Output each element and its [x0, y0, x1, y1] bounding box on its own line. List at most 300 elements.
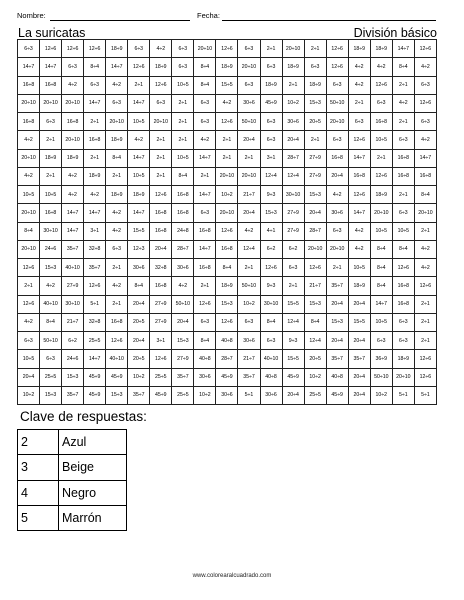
- grid-cell[interactable]: 20÷4: [348, 332, 370, 350]
- grid-cell[interactable]: 2÷1: [414, 295, 436, 313]
- grid-cell[interactable]: 8÷4: [260, 313, 282, 331]
- grid-cell[interactable]: 12÷6: [348, 186, 370, 204]
- grid-cell[interactable]: 4÷2: [238, 222, 260, 240]
- grid-cell[interactable]: 6÷3: [282, 259, 304, 277]
- grid-cell[interactable]: 2÷1: [18, 277, 40, 295]
- grid-cell[interactable]: 20÷10: [18, 94, 40, 112]
- grid-cell[interactable]: 14÷7: [128, 149, 150, 167]
- grid-cell[interactable]: 4÷2: [392, 94, 414, 112]
- grid-cell[interactable]: 14÷7: [128, 94, 150, 112]
- grid-cell[interactable]: 12÷6: [414, 94, 436, 112]
- grid-cell[interactable]: 14÷7: [84, 94, 106, 112]
- grid-cell[interactable]: 20÷10: [62, 94, 84, 112]
- grid-cell[interactable]: 21÷7: [238, 350, 260, 368]
- grid-cell[interactable]: 40÷8: [326, 368, 348, 386]
- grid-cell[interactable]: 25÷5: [304, 386, 326, 404]
- grid-cell[interactable]: 20÷10: [282, 40, 304, 58]
- grid-cell[interactable]: 2÷1: [414, 332, 436, 350]
- grid-cell[interactable]: 12÷6: [260, 259, 282, 277]
- grid-cell[interactable]: 20÷10: [194, 40, 216, 58]
- grid-cell[interactable]: 15÷3: [106, 386, 128, 404]
- grid-cell[interactable]: 6÷3: [260, 113, 282, 131]
- grid-cell[interactable]: 2÷1: [304, 131, 326, 149]
- grid-cell[interactable]: 2÷1: [40, 167, 62, 185]
- grid-cell[interactable]: 20÷10: [216, 204, 238, 222]
- grid-cell[interactable]: 45÷9: [84, 386, 106, 404]
- grid-cell[interactable]: 4÷2: [62, 167, 84, 185]
- grid-cell[interactable]: 2÷1: [392, 186, 414, 204]
- grid-cell[interactable]: 14÷7: [84, 350, 106, 368]
- grid-cell[interactable]: 15÷3: [304, 94, 326, 112]
- grid-cell[interactable]: 35÷7: [128, 386, 150, 404]
- grid-cell[interactable]: 20÷10: [238, 167, 260, 185]
- grid-cell[interactable]: 9÷3: [260, 277, 282, 295]
- grid-cell[interactable]: 4÷2: [40, 277, 62, 295]
- grid-cell[interactable]: 18÷9: [260, 76, 282, 94]
- grid-cell[interactable]: 15÷3: [216, 295, 238, 313]
- grid-cell[interactable]: 2÷1: [172, 131, 194, 149]
- grid-cell[interactable]: 20÷10: [62, 131, 84, 149]
- grid-cell[interactable]: 18÷9: [348, 277, 370, 295]
- grid-cell[interactable]: 18÷9: [128, 186, 150, 204]
- grid-cell[interactable]: 20÷4: [172, 313, 194, 331]
- grid-cell[interactable]: 2÷1: [304, 40, 326, 58]
- grid-cell[interactable]: 8÷4: [370, 240, 392, 258]
- grid-cell[interactable]: 6÷3: [238, 40, 260, 58]
- grid-cell[interactable]: 18÷9: [106, 40, 128, 58]
- grid-cell[interactable]: 12÷6: [150, 76, 172, 94]
- grid-cell[interactable]: 14÷7: [414, 149, 436, 167]
- grid-cell[interactable]: 10÷2: [304, 368, 326, 386]
- grid-cell[interactable]: 30÷10: [282, 186, 304, 204]
- grid-cell[interactable]: 2÷1: [348, 94, 370, 112]
- grid-cell[interactable]: 27÷9: [150, 295, 172, 313]
- grid-cell[interactable]: 35÷7: [326, 277, 348, 295]
- grid-cell[interactable]: 40÷10: [62, 259, 84, 277]
- grid-cell[interactable]: 14÷7: [106, 58, 128, 76]
- grid-cell[interactable]: 8÷4: [392, 58, 414, 76]
- grid-cell[interactable]: 20÷10: [150, 113, 172, 131]
- grid-cell[interactable]: 6÷3: [392, 204, 414, 222]
- grid-cell[interactable]: 12÷6: [128, 58, 150, 76]
- grid-cell[interactable]: 9÷3: [282, 332, 304, 350]
- grid-cell[interactable]: 16÷8: [392, 277, 414, 295]
- grid-cell[interactable]: 4÷2: [414, 131, 436, 149]
- grid-cell[interactable]: 45÷9: [282, 368, 304, 386]
- grid-cell[interactable]: 2÷1: [414, 222, 436, 240]
- grid-cell[interactable]: 20÷10: [106, 113, 128, 131]
- grid-cell[interactable]: 15÷3: [40, 259, 62, 277]
- grid-cell[interactable]: 32÷8: [84, 313, 106, 331]
- grid-cell[interactable]: 16÷8: [392, 149, 414, 167]
- grid-cell[interactable]: 12÷6: [216, 113, 238, 131]
- grid-cell[interactable]: 12÷4: [304, 332, 326, 350]
- grid-cell[interactable]: 12÷6: [370, 167, 392, 185]
- grid-cell[interactable]: 10÷5: [348, 259, 370, 277]
- grid-cell[interactable]: 12÷6: [370, 76, 392, 94]
- grid-cell[interactable]: 27÷9: [62, 277, 84, 295]
- grid-cell[interactable]: 20÷4: [128, 295, 150, 313]
- grid-cell[interactable]: 6÷3: [370, 332, 392, 350]
- grid-cell[interactable]: 3÷1: [150, 332, 172, 350]
- grid-cell[interactable]: 24÷6: [62, 350, 84, 368]
- grid-cell[interactable]: 14÷7: [40, 58, 62, 76]
- grid-cell[interactable]: 12÷6: [414, 277, 436, 295]
- grid-cell[interactable]: 4÷2: [106, 204, 128, 222]
- grid-cell[interactable]: 36÷9: [370, 350, 392, 368]
- grid-cell[interactable]: 20÷10: [370, 204, 392, 222]
- grid-cell[interactable]: 16÷8: [414, 167, 436, 185]
- grid-cell[interactable]: 4÷2: [106, 277, 128, 295]
- grid-cell[interactable]: 2÷1: [84, 149, 106, 167]
- grid-cell[interactable]: 8÷4: [304, 313, 326, 331]
- grid-cell[interactable]: 30÷6: [216, 386, 238, 404]
- grid-cell[interactable]: 2÷1: [150, 149, 172, 167]
- grid-cell[interactable]: 8÷4: [172, 167, 194, 185]
- grid-cell[interactable]: 10÷5: [172, 149, 194, 167]
- grid-cell[interactable]: 15÷5: [348, 313, 370, 331]
- grid-cell[interactable]: 20÷4: [348, 295, 370, 313]
- grid-cell[interactable]: 8÷4: [194, 58, 216, 76]
- grid-cell[interactable]: 28÷7: [216, 350, 238, 368]
- grid-cell[interactable]: 14÷7: [348, 204, 370, 222]
- grid-cell[interactable]: 50÷10: [238, 277, 260, 295]
- grid-cell[interactable]: 10÷2: [282, 94, 304, 112]
- grid-cell[interactable]: 25÷5: [150, 368, 172, 386]
- grid-cell[interactable]: 6÷3: [304, 58, 326, 76]
- grid-cell[interactable]: 2÷1: [326, 259, 348, 277]
- grid-cell[interactable]: 3÷1: [260, 149, 282, 167]
- grid-cell[interactable]: 14÷7: [128, 204, 150, 222]
- grid-cell[interactable]: 12÷6: [414, 40, 436, 58]
- grid-cell[interactable]: 8÷4: [392, 240, 414, 258]
- grid-cell[interactable]: 45÷9: [106, 368, 128, 386]
- grid-cell[interactable]: 6÷2: [260, 240, 282, 258]
- grid-cell[interactable]: 18÷9: [304, 76, 326, 94]
- grid-cell[interactable]: 6÷3: [172, 40, 194, 58]
- grid-cell[interactable]: 18÷9: [216, 277, 238, 295]
- grid-cell[interactable]: 2÷1: [392, 76, 414, 94]
- grid-cell[interactable]: 4÷2: [172, 277, 194, 295]
- grid-cell[interactable]: 18÷9: [62, 149, 84, 167]
- grid-cell[interactable]: 40÷10: [40, 295, 62, 313]
- grid-cell[interactable]: 30÷6: [326, 204, 348, 222]
- grid-cell[interactable]: 12÷6: [18, 259, 40, 277]
- grid-cell[interactable]: 30÷10: [260, 295, 282, 313]
- grid-cell[interactable]: 2÷1: [194, 277, 216, 295]
- grid-cell[interactable]: 35÷7: [238, 368, 260, 386]
- grid-cell[interactable]: 4÷2: [414, 58, 436, 76]
- grid-cell[interactable]: 16÷8: [40, 76, 62, 94]
- grid-cell[interactable]: 4÷2: [18, 167, 40, 185]
- grid-cell[interactable]: 20÷4: [238, 204, 260, 222]
- grid-cell[interactable]: 2÷1: [128, 76, 150, 94]
- grid-cell[interactable]: 10÷5: [370, 313, 392, 331]
- grid-cell[interactable]: 30÷10: [62, 295, 84, 313]
- grid-cell[interactable]: 2÷1: [216, 149, 238, 167]
- grid-cell[interactable]: 20÷4: [128, 332, 150, 350]
- grid-cell[interactable]: 8÷4: [128, 277, 150, 295]
- grid-cell[interactable]: 4÷2: [194, 131, 216, 149]
- grid-cell[interactable]: 27÷9: [304, 149, 326, 167]
- grid-cell[interactable]: 4÷2: [348, 222, 370, 240]
- grid-cell[interactable]: 12÷4: [238, 240, 260, 258]
- grid-cell[interactable]: 21÷7: [62, 313, 84, 331]
- grid-cell[interactable]: 12÷6: [414, 368, 436, 386]
- grid-cell[interactable]: 18÷9: [348, 40, 370, 58]
- grid-cell[interactable]: 6÷3: [40, 350, 62, 368]
- grid-cell[interactable]: 14÷7: [194, 240, 216, 258]
- grid-cell[interactable]: 16÷8: [84, 131, 106, 149]
- grid-cell[interactable]: 16÷8: [106, 313, 128, 331]
- grid-cell[interactable]: 21÷7: [238, 186, 260, 204]
- grid-cell[interactable]: 6÷3: [194, 113, 216, 131]
- grid-cell[interactable]: 6÷3: [172, 58, 194, 76]
- grid-cell[interactable]: 14÷7: [194, 186, 216, 204]
- grid-cell[interactable]: 15÷3: [304, 295, 326, 313]
- grid-cell[interactable]: 30÷6: [172, 259, 194, 277]
- grid-cell[interactable]: 16÷8: [18, 76, 40, 94]
- grid-cell[interactable]: 12÷6: [216, 40, 238, 58]
- grid-cell[interactable]: 20÷10: [40, 94, 62, 112]
- grid-cell[interactable]: 8÷4: [414, 186, 436, 204]
- grid-cell[interactable]: 30÷6: [260, 386, 282, 404]
- grid-cell[interactable]: 18÷9: [84, 167, 106, 185]
- grid-cell[interactable]: 6÷3: [348, 113, 370, 131]
- grid-cell[interactable]: 14÷7: [348, 149, 370, 167]
- grid-cell[interactable]: 16÷8: [18, 113, 40, 131]
- grid-cell[interactable]: 25÷5: [84, 332, 106, 350]
- grid-cell[interactable]: 10÷2: [194, 386, 216, 404]
- grid-cell[interactable]: 20÷4: [150, 240, 172, 258]
- grid-cell[interactable]: 2÷1: [216, 131, 238, 149]
- grid-cell[interactable]: 6÷3: [106, 94, 128, 112]
- grid-cell[interactable]: 6÷3: [18, 332, 40, 350]
- grid-cell[interactable]: 20÷4: [326, 332, 348, 350]
- grid-cell[interactable]: 10÷5: [370, 131, 392, 149]
- grid-cell[interactable]: 2÷1: [414, 313, 436, 331]
- grid-cell[interactable]: 18÷9: [216, 58, 238, 76]
- grid-cell[interactable]: 2÷1: [260, 40, 282, 58]
- grid-cell[interactable]: 4÷2: [18, 131, 40, 149]
- grid-cell[interactable]: 12÷4: [282, 313, 304, 331]
- grid-cell[interactable]: 2÷1: [150, 131, 172, 149]
- grid-cell[interactable]: 50÷10: [326, 94, 348, 112]
- grid-cell[interactable]: 35÷7: [172, 368, 194, 386]
- grid-cell[interactable]: 40÷10: [260, 350, 282, 368]
- grid-cell[interactable]: 6÷3: [414, 76, 436, 94]
- grid-cell[interactable]: 20÷10: [216, 167, 238, 185]
- grid-cell[interactable]: 5÷1: [238, 386, 260, 404]
- grid-cell[interactable]: 20÷10: [326, 113, 348, 131]
- grid-cell[interactable]: 10÷5: [40, 186, 62, 204]
- grid-cell[interactable]: 30÷6: [194, 368, 216, 386]
- grid-cell[interactable]: 6÷3: [326, 222, 348, 240]
- grid-cell[interactable]: 5÷1: [84, 295, 106, 313]
- grid-cell[interactable]: 4÷2: [326, 186, 348, 204]
- grid-cell[interactable]: 15÷5: [128, 222, 150, 240]
- grid-cell[interactable]: 6÷3: [40, 113, 62, 131]
- grid-cell[interactable]: 15÷5: [282, 350, 304, 368]
- grid-cell[interactable]: 20÷4: [238, 131, 260, 149]
- grid-cell[interactable]: 16÷8: [370, 113, 392, 131]
- grid-cell[interactable]: 40÷10: [106, 350, 128, 368]
- grid-cell[interactable]: 2÷1: [150, 167, 172, 185]
- grid-cell[interactable]: 40÷8: [260, 368, 282, 386]
- grid-cell[interactable]: 16÷8: [194, 259, 216, 277]
- grid-cell[interactable]: 20÷10: [238, 58, 260, 76]
- grid-cell[interactable]: 16÷8: [326, 149, 348, 167]
- grid-cell[interactable]: 16÷8: [172, 186, 194, 204]
- grid-cell[interactable]: 18÷9: [370, 186, 392, 204]
- grid-cell[interactable]: 35÷7: [62, 240, 84, 258]
- grid-cell[interactable]: 25÷5: [40, 368, 62, 386]
- grid-cell[interactable]: 12÷6: [194, 295, 216, 313]
- grid-cell[interactable]: 9÷3: [260, 186, 282, 204]
- grid-cell[interactable]: 30÷6: [128, 259, 150, 277]
- grid-cell[interactable]: 25÷5: [172, 386, 194, 404]
- grid-cell[interactable]: 45÷9: [84, 368, 106, 386]
- grid-cell[interactable]: 6÷2: [62, 332, 84, 350]
- grid-cell[interactable]: 8÷4: [194, 332, 216, 350]
- grid-cell[interactable]: 4÷2: [62, 76, 84, 94]
- grid-cell[interactable]: 10÷2: [128, 368, 150, 386]
- grid-cell[interactable]: 4÷2: [150, 40, 172, 58]
- grid-cell[interactable]: 20÷10: [304, 240, 326, 258]
- grid-cell[interactable]: 30÷6: [282, 113, 304, 131]
- grid-cell[interactable]: 20÷4: [348, 368, 370, 386]
- grid-cell[interactable]: 12÷6: [84, 277, 106, 295]
- grid-cell[interactable]: 10÷5: [18, 186, 40, 204]
- grid-cell[interactable]: 8÷4: [40, 313, 62, 331]
- grid-cell[interactable]: 21÷7: [304, 277, 326, 295]
- grid-cell[interactable]: 6÷3: [106, 240, 128, 258]
- grid-cell[interactable]: 27÷9: [282, 204, 304, 222]
- grid-cell[interactable]: 2÷1: [238, 149, 260, 167]
- grid-cell[interactable]: 24÷6: [40, 240, 62, 258]
- grid-cell[interactable]: 2÷1: [282, 277, 304, 295]
- grid-cell[interactable]: 4÷2: [216, 94, 238, 112]
- grid-cell[interactable]: 6÷3: [238, 313, 260, 331]
- grid-cell[interactable]: 20÷4: [304, 204, 326, 222]
- grid-cell[interactable]: 12÷6: [216, 222, 238, 240]
- grid-cell[interactable]: 6÷3: [370, 94, 392, 112]
- grid-cell[interactable]: 6÷2: [282, 240, 304, 258]
- grid-cell[interactable]: 15÷3: [326, 313, 348, 331]
- grid-cell[interactable]: 30÷6: [238, 94, 260, 112]
- grid-cell[interactable]: 18÷9: [282, 58, 304, 76]
- grid-cell[interactable]: 4÷2: [106, 222, 128, 240]
- grid-cell[interactable]: 10÷5: [18, 350, 40, 368]
- grid-cell[interactable]: 6÷3: [194, 94, 216, 112]
- grid-cell[interactable]: 35÷7: [84, 259, 106, 277]
- grid-cell[interactable]: 35÷7: [348, 350, 370, 368]
- grid-cell[interactable]: 2÷1: [106, 295, 128, 313]
- grid-cell[interactable]: 6÷3: [260, 332, 282, 350]
- grid-cell[interactable]: 27÷9: [304, 167, 326, 185]
- grid-cell[interactable]: 8÷4: [370, 277, 392, 295]
- grid-cell[interactable]: 18÷9: [106, 186, 128, 204]
- grid-cell[interactable]: 2÷1: [194, 167, 216, 185]
- grid-cell[interactable]: 6÷3: [392, 332, 414, 350]
- grid-cell[interactable]: 10÷5: [128, 113, 150, 131]
- grid-cell[interactable]: 6÷3: [392, 313, 414, 331]
- grid-cell[interactable]: 4÷2: [348, 240, 370, 258]
- grid-cell[interactable]: 12÷6: [216, 313, 238, 331]
- grid-cell[interactable]: 15÷3: [172, 332, 194, 350]
- grid-cell[interactable]: 14÷7: [62, 204, 84, 222]
- grid-cell[interactable]: 6÷3: [238, 76, 260, 94]
- grid-cell[interactable]: 27÷9: [172, 350, 194, 368]
- grid-cell[interactable]: 8÷4: [106, 149, 128, 167]
- grid-cell[interactable]: 50÷10: [172, 295, 194, 313]
- grid-cell[interactable]: 2÷1: [172, 94, 194, 112]
- grid-cell[interactable]: 45÷9: [326, 386, 348, 404]
- grid-cell[interactable]: 16÷8: [348, 167, 370, 185]
- grid-cell[interactable]: 15÷3: [62, 368, 84, 386]
- grid-cell[interactable]: 14÷7: [62, 222, 84, 240]
- grid-cell[interactable]: 18÷9: [150, 58, 172, 76]
- grid-cell[interactable]: 18÷9: [370, 40, 392, 58]
- grid-cell[interactable]: 20÷10: [326, 240, 348, 258]
- grid-cell[interactable]: 12÷6: [326, 58, 348, 76]
- grid-cell[interactable]: 2÷1: [40, 131, 62, 149]
- grid-cell[interactable]: 16÷8: [392, 295, 414, 313]
- grid-cell[interactable]: 6÷3: [414, 113, 436, 131]
- grid-cell[interactable]: 5÷1: [414, 386, 436, 404]
- grid-cell[interactable]: 2÷1: [282, 76, 304, 94]
- grid-cell[interactable]: 12÷6: [18, 295, 40, 313]
- grid-cell[interactable]: 4÷2: [18, 313, 40, 331]
- grid-cell[interactable]: 6÷3: [18, 40, 40, 58]
- grid-cell[interactable]: 4÷2: [84, 186, 106, 204]
- grid-cell[interactable]: 8÷4: [370, 259, 392, 277]
- grid-cell[interactable]: 10÷5: [128, 167, 150, 185]
- grid-cell[interactable]: 12÷3: [128, 240, 150, 258]
- grid-cell[interactable]: 4÷2: [348, 76, 370, 94]
- grid-cell[interactable]: 14÷7: [18, 58, 40, 76]
- grid-cell[interactable]: 12÷6: [414, 350, 436, 368]
- grid-cell[interactable]: 35÷7: [326, 350, 348, 368]
- grid-cell[interactable]: 16÷8: [150, 204, 172, 222]
- grid-cell[interactable]: 20÷5: [304, 350, 326, 368]
- grid-cell[interactable]: 20÷5: [128, 350, 150, 368]
- grid-cell[interactable]: 14÷7: [194, 149, 216, 167]
- grid-cell[interactable]: 32÷8: [84, 240, 106, 258]
- grid-cell[interactable]: 20÷10: [392, 368, 414, 386]
- grid-cell[interactable]: 28÷7: [282, 149, 304, 167]
- grid-cell[interactable]: 6÷3: [326, 76, 348, 94]
- grid-cell[interactable]: 4÷1: [260, 222, 282, 240]
- grid-cell[interactable]: 28÷7: [304, 222, 326, 240]
- grid-cell[interactable]: 20÷5: [304, 113, 326, 131]
- grid-cell[interactable]: 20÷4: [326, 295, 348, 313]
- grid-cell[interactable]: 6÷3: [128, 40, 150, 58]
- grid-cell[interactable]: 2÷1: [84, 113, 106, 131]
- grid-cell[interactable]: 12÷4: [282, 167, 304, 185]
- grid-cell[interactable]: 8÷4: [84, 58, 106, 76]
- grid-cell[interactable]: 12÷4: [260, 167, 282, 185]
- grid-cell[interactable]: 27÷9: [282, 222, 304, 240]
- grid-cell[interactable]: 40÷8: [216, 332, 238, 350]
- grid-cell[interactable]: 18÷9: [106, 131, 128, 149]
- grid-cell[interactable]: 5÷1: [392, 386, 414, 404]
- grid-cell[interactable]: 12÷6: [62, 40, 84, 58]
- grid-cell[interactable]: 2÷1: [370, 149, 392, 167]
- grid-cell[interactable]: 45÷9: [260, 94, 282, 112]
- grid-cell[interactable]: 12÷6: [150, 350, 172, 368]
- grid-cell[interactable]: 24÷8: [172, 222, 194, 240]
